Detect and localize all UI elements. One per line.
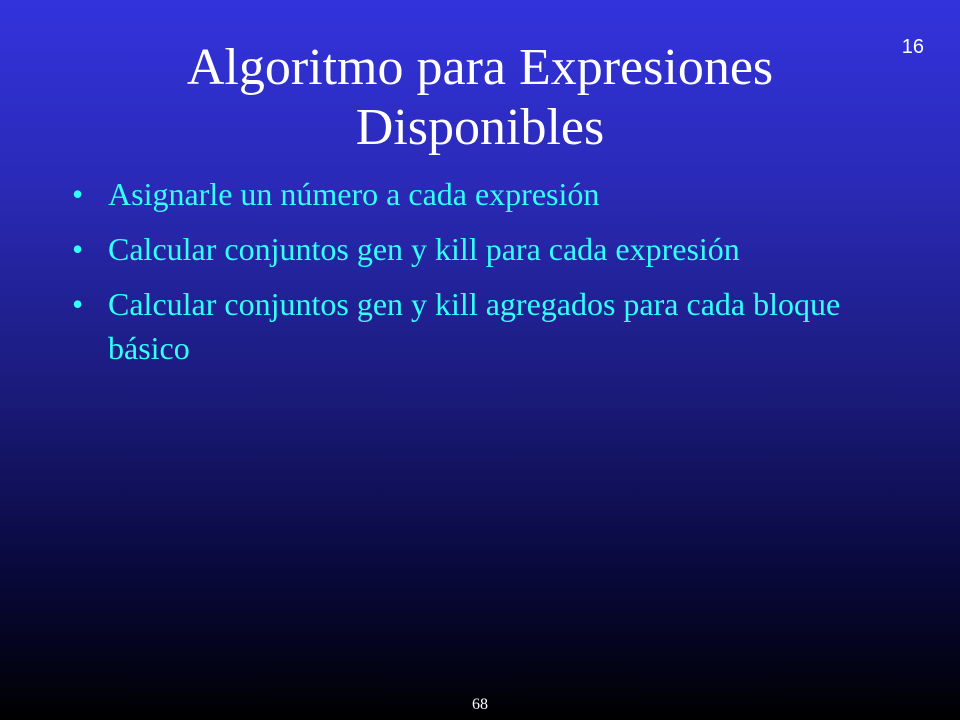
bullet-list	[72, 172, 892, 381]
bullet-text: Calcular conjuntos gen y kill para cada expresión	[108, 231, 740, 267]
bullet-marker: •	[72, 286, 84, 322]
bullet-item	[72, 282, 892, 370]
page-footer-number: 68	[472, 696, 488, 713]
bullet-text: Asignarle un número a cada expresión	[108, 176, 600, 212]
bullet-item	[72, 227, 892, 271]
bullet-text: Calcular conjuntos gen y kill agregados para cada bloque básico	[108, 286, 841, 366]
bullet-marker: •	[72, 176, 84, 212]
slide-title-line-2: Disponibles	[355, 99, 605, 156]
bullet-marker: •	[72, 231, 84, 267]
slide-title	[80, 38, 880, 158]
slide-title-line-1: Algoritmo para Expresiones	[186, 39, 774, 96]
slide-number: 16	[901, 36, 924, 58]
bullet-item	[72, 172, 892, 216]
